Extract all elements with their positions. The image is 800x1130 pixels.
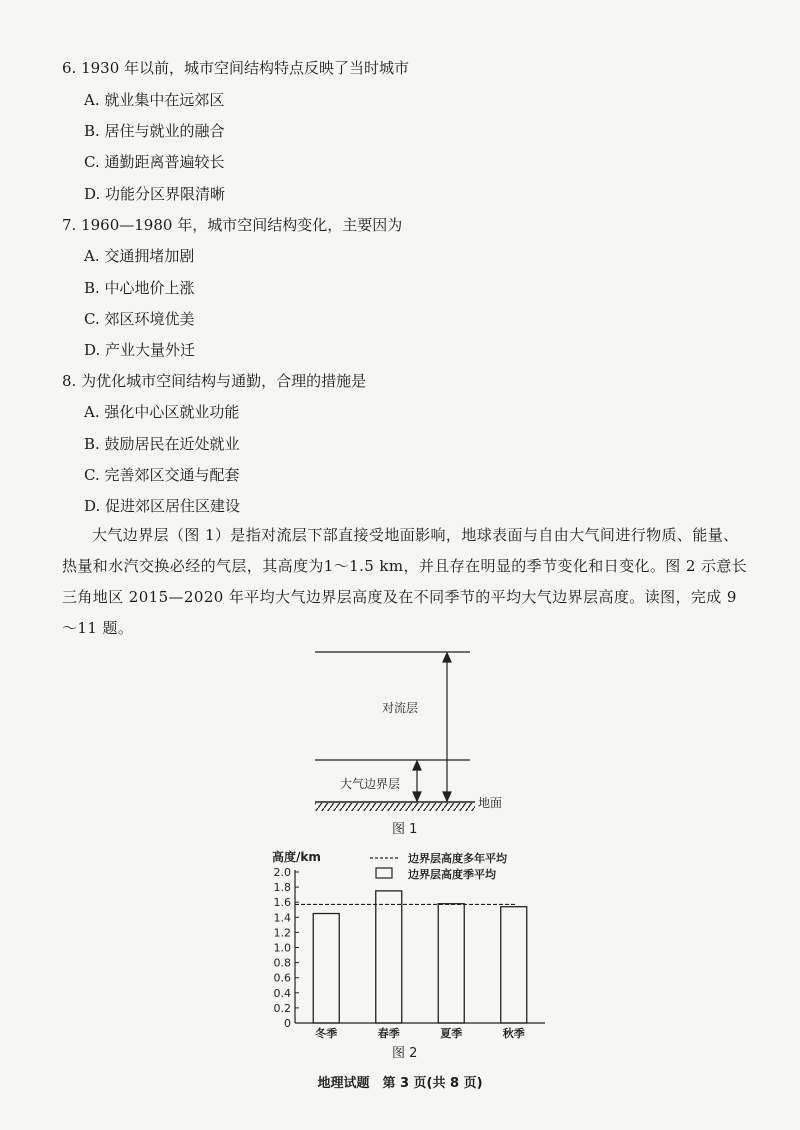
y-tick-label: 2.0	[273, 866, 291, 879]
y-tick-label: 0.4	[273, 986, 291, 1000]
y-axis-label: 高度/km	[272, 850, 321, 864]
y-tick-label: 0.2	[273, 1001, 291, 1015]
y-tick-label: 0	[284, 1017, 291, 1030]
boundary-arrow	[413, 761, 421, 801]
option-a: A. 强化中心区就业功能	[84, 403, 240, 421]
troposphere-arrow	[443, 653, 451, 801]
bar	[501, 907, 527, 1023]
passage-text: 大气边界层（图 1）是指对流层下部直接受地面影响，地球表面与自由大气间进行物质、能量、热量和水汽交换必经的气层，其高度为1～1.5 km，并且存在明显的季节变化和日变化。图 2 示意长三角地区 2015—2020 年平均大气边界层高度及在不同季节的平均大气边界层高度。读图，完成 9～11 题。	[62, 526, 748, 637]
page-footer: 地理试题 第 3 页(共 8 页)	[317, 1076, 483, 1091]
legend-bar-label: 边界层高度季平均	[408, 868, 496, 881]
legend	[370, 851, 508, 881]
x-tick-label: 春季	[377, 1027, 400, 1040]
option-c: C. 完善郊区交通与配套	[84, 466, 240, 484]
option-c: C. 郊区环境优美	[84, 310, 195, 328]
option-d: D. 功能分区界限清晰	[84, 185, 226, 203]
bar	[438, 904, 464, 1023]
bar	[313, 914, 339, 1023]
x-tick-label: 秋季	[502, 1027, 525, 1040]
troposphere-label: 对流层	[382, 701, 419, 715]
legend-reference-label: 边界层高度多年平均	[408, 852, 507, 865]
y-tick-label: 0.8	[273, 956, 291, 970]
question-stem: 7. 1960—1980 年，城市空间结构变化，主要因为	[62, 216, 403, 234]
y-tick-label: 1.0	[273, 941, 291, 955]
x-tick-label: 冬季	[315, 1027, 338, 1040]
y-tick-label: 0.6	[273, 971, 291, 985]
option-c: C. 通勤距离普遍较长	[84, 153, 225, 171]
ground-hatch	[315, 803, 475, 811]
option-b: B. 鼓励居民在近处就业	[84, 435, 240, 453]
boundary-layer-label: 大气边界层	[340, 777, 401, 791]
figure-2-chart	[0, 845, 800, 1070]
question-stem: 8. 为优化城市空间结构与通勤，合理的措施是	[62, 372, 367, 390]
option-b: B. 居住与就业的融合	[84, 122, 225, 140]
passage	[62, 520, 748, 644]
option-b: B. 中心地价上涨	[84, 279, 195, 297]
y-tick-label: 1.6	[273, 896, 291, 910]
option-a: A. 就业集中在远郊区	[84, 91, 225, 109]
figure-1	[0, 640, 800, 840]
y-tick-label: 1.2	[273, 926, 291, 940]
figure-2-caption: 图 2	[392, 1046, 418, 1061]
bar	[376, 891, 402, 1023]
ground-label: 地面	[478, 796, 503, 810]
figure-1-caption: 图 1	[392, 822, 418, 837]
x-tick-label: 夏季	[440, 1027, 463, 1040]
option-d: D. 产业大量外迁	[84, 341, 196, 359]
y-tick-label: 1.8	[273, 881, 291, 895]
question-stem: 6. 1930 年以前，城市空间结构特点反映了当时城市	[62, 59, 410, 77]
option-a: A. 交通拥堵加剧	[84, 247, 195, 265]
option-d: D. 促进郊区居住区建设	[84, 497, 241, 515]
legend-bar-swatch	[376, 868, 392, 878]
y-tick-label: 1.4	[273, 911, 291, 925]
